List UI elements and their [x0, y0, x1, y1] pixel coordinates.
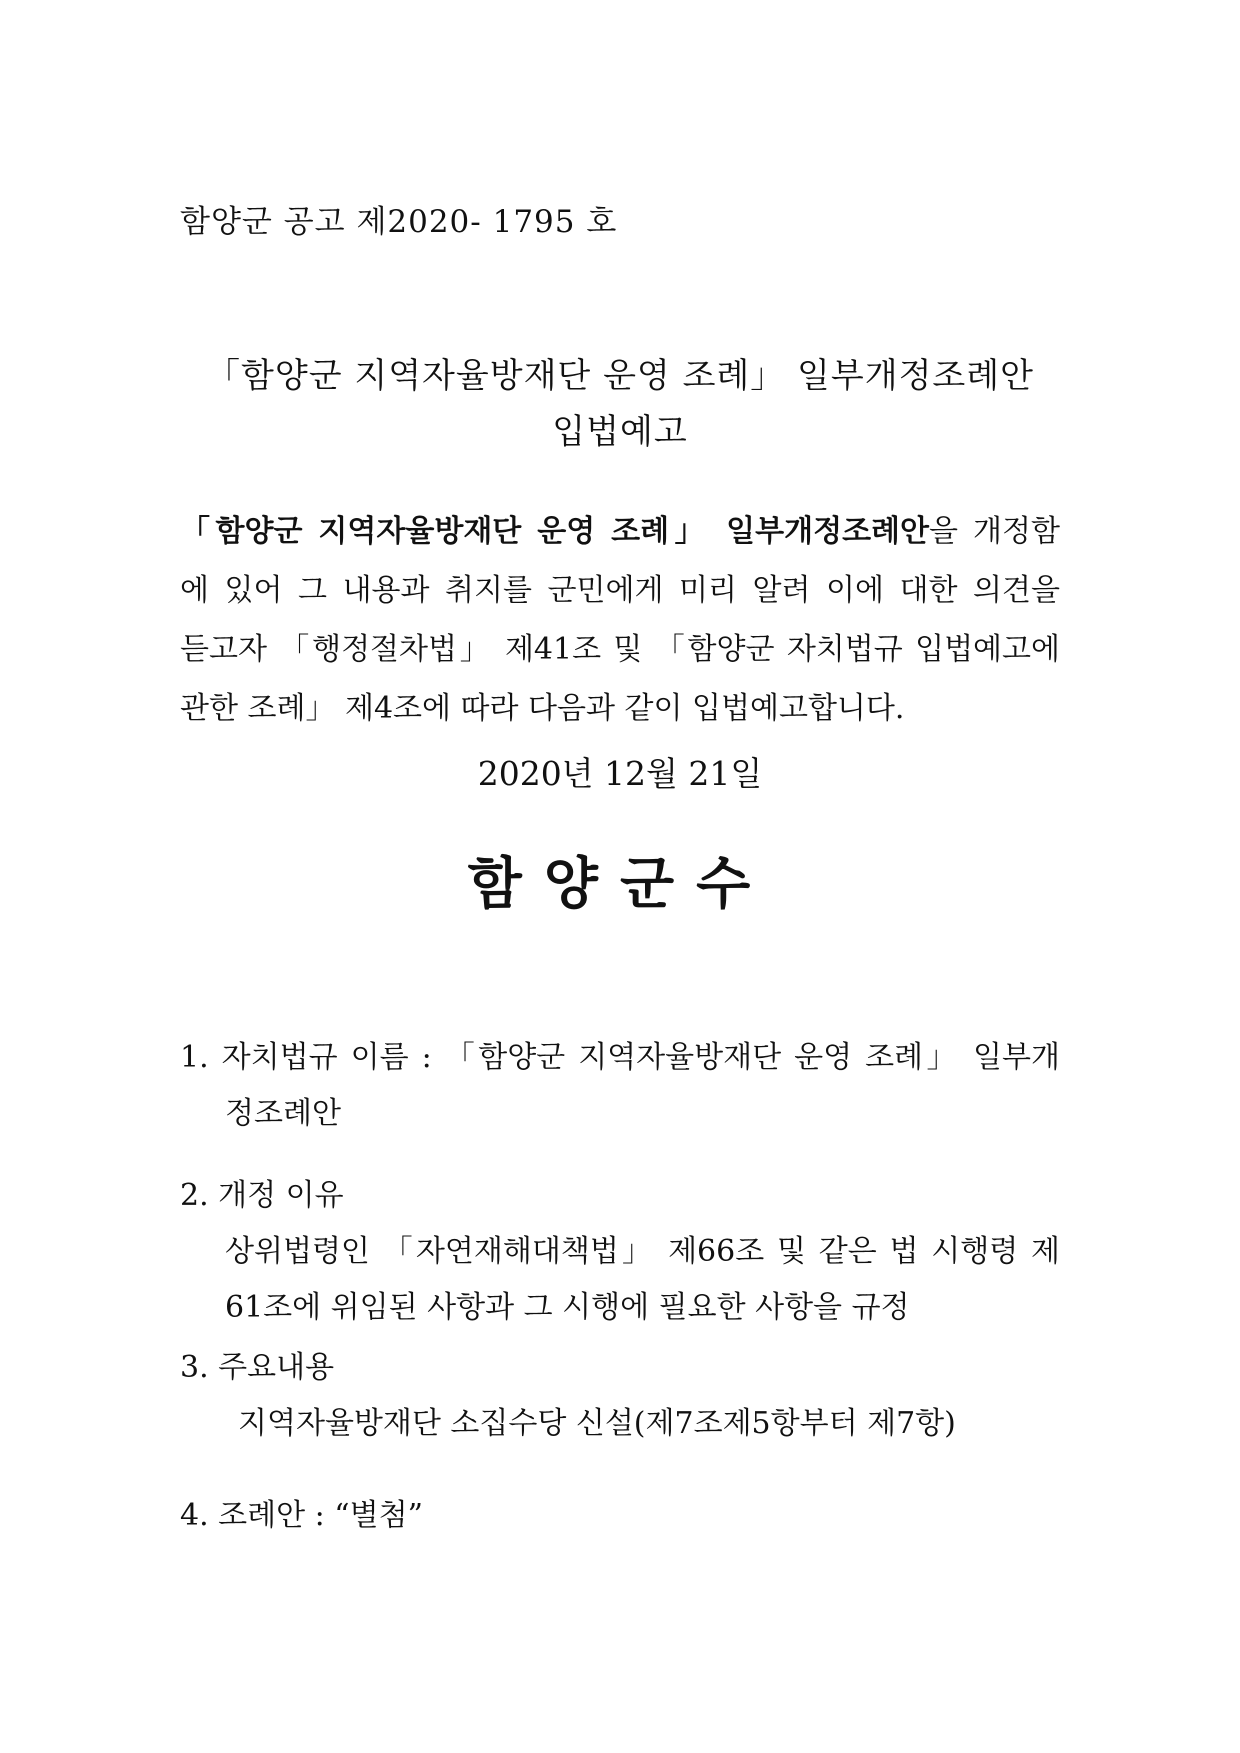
notice-date: 2020년 12월 21일: [477, 754, 763, 793]
intro-line-1: [180, 502, 1060, 561]
item-2-content-line2: 61조에 위임된 사항과 그 시행에 필요한 사항을 규정: [225, 1290, 910, 1325]
intro-line-3: 듣고자 「행정절차법」 제41조 및 「함양군 자치법규 입법예고에: [180, 632, 1060, 667]
signer-title: 함양군수: [467, 851, 773, 917]
item-4-head: 4. 조례안 : “별첨”: [180, 1498, 423, 1533]
intro-paragraph: [180, 502, 1060, 738]
item-draft-ordinance: [180, 1488, 1060, 1544]
document-title-line1: 「함양군 지역자율방재단 운영 조례」 일부개정조례안: [206, 356, 1034, 396]
item-2-head: 2. 개정 이유: [180, 1178, 344, 1213]
item-1-head-line1: 1. 자치법규 이름 : 「함양군 지역자율방재단 운영 조례」 일부개: [180, 1040, 1060, 1075]
item-3-head: 3. 주요내용: [180, 1350, 335, 1385]
item-main-contents: [180, 1340, 1060, 1452]
item-3-content: 지역자율방재단 소집수당 신설(제7조제5항부터 제7항): [238, 1406, 956, 1441]
intro-line-4: 관한 조례」 제4조에 따라 다음과 같이 입법예고합니다.: [180, 691, 905, 726]
intro-line-1-rest: 을 개정함: [929, 514, 1060, 549]
item-regulation-name: [180, 1030, 1060, 1142]
intro-bold-title: 「함양군 지역자율방재단 운영 조례」 일부개정조례안: [180, 514, 930, 549]
intro-line-2: 에 있어 그 내용과 취지를 군민에게 미리 알려 이에 대한 의견을: [180, 573, 1060, 608]
item-2-content-line1: 상위법령인 「자연재해대책법」 제66조 및 같은 법 시행령 제: [225, 1234, 1060, 1269]
item-1-head-line2: 정조례안: [225, 1096, 341, 1131]
document-title-line2: 입법예고: [552, 412, 688, 452]
notice-number: 함양군 공고 제2020- 1795 호: [180, 204, 618, 240]
item-revision-reason: [180, 1168, 1060, 1336]
